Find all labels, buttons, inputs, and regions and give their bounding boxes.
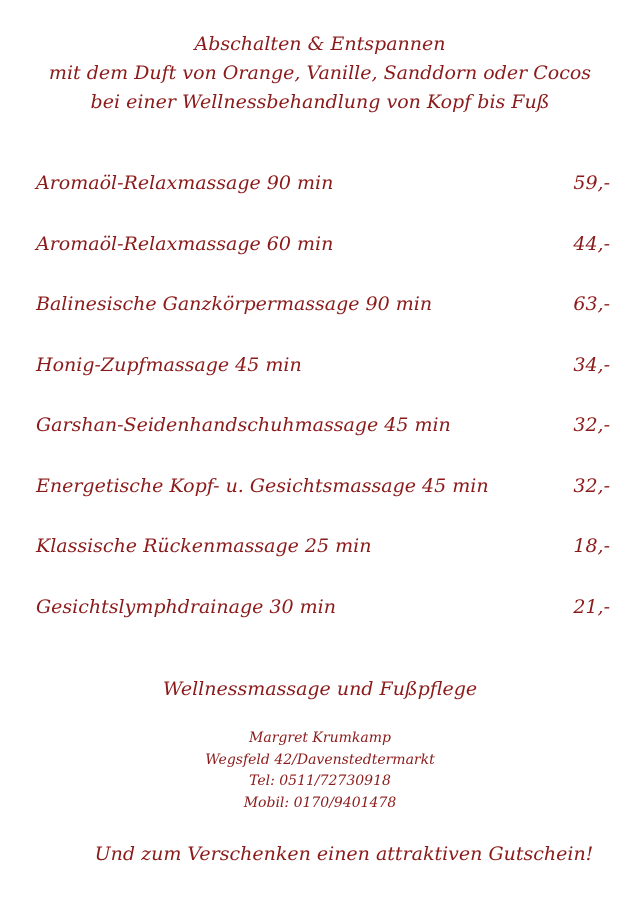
- service-item: [36, 229, 610, 290]
- business-title: Wellnessmassage und Fußpflege: [162, 678, 478, 700]
- service-name: Honig-Zupfmassage 45 min: [36, 353, 302, 376]
- service-item: [36, 410, 610, 471]
- service-price: 59,-: [573, 172, 610, 194]
- contact-phone: Tel: 0511/72730918: [249, 773, 391, 789]
- service-item: [36, 592, 610, 653]
- service-item: [36, 531, 610, 592]
- contact-block: [0, 728, 640, 814]
- service-price: 21,-: [573, 595, 610, 618]
- header-block: [0, 30, 640, 117]
- service-name: Klassische Rückenmassage 25 min: [36, 535, 372, 557]
- service-price: 32,-: [573, 474, 610, 497]
- service-price: 18,-: [573, 535, 610, 557]
- service-price: 44,-: [573, 232, 610, 255]
- service-name: Gesichtslymphdrainage 30 min: [36, 595, 336, 618]
- service-item: [36, 471, 610, 532]
- service-name: Aromaöl-Relaxmassage 90 min: [36, 172, 334, 194]
- service-name: Aromaöl-Relaxmassage 60 min: [36, 232, 334, 255]
- voucher-note: Und zum Verschenken einen attraktiven Gutschein!: [94, 843, 594, 865]
- service-item: [36, 350, 610, 411]
- service-price: 34,-: [573, 353, 610, 376]
- service-name: Balinesische Ganzkörpermassage 90 min: [36, 293, 433, 315]
- contact-name: Margret Krumkamp: [249, 730, 391, 746]
- service-name: Energetische Kopf- u. Gesichtsmassage 45 min: [36, 474, 489, 497]
- header-line-1: Abschalten & Entspannen: [194, 33, 446, 55]
- header-line-2: mit dem Duft von Orange, Vanille, Sanddorn oder Cocos: [48, 62, 592, 84]
- contact-address: Wegsfeld 42/Davenstedtermarkt: [205, 751, 435, 768]
- service-item: [36, 289, 610, 350]
- header-line-3: bei einer Wellnessbehandlung von Kopf bis Fuß: [90, 91, 550, 113]
- service-price: 63,-: [573, 293, 610, 315]
- service-item: [36, 168, 610, 229]
- service-list: [36, 168, 610, 652]
- contact-mobile: Mobil: 0170/9401478: [243, 794, 397, 811]
- service-name: Garshan-Seidenhandschuhmassage 45 min: [36, 414, 451, 436]
- service-price: 32,-: [573, 414, 610, 436]
